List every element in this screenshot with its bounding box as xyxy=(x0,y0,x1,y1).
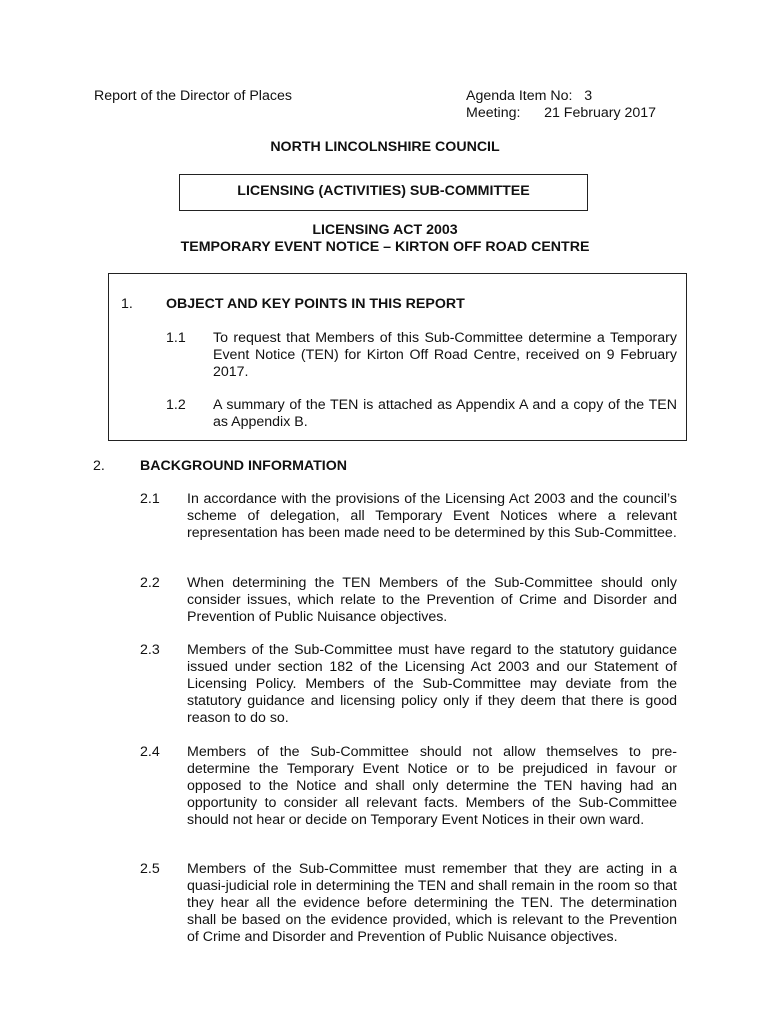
report-title-line1: LICENSING ACT 2003 xyxy=(312,222,458,238)
meeting-line: Meeting: 21 February 2017 xyxy=(466,105,657,121)
council-name: NORTH LINCOLNSHIRE COUNCIL xyxy=(270,139,500,155)
item-text: Members of the Sub-Committee should not allow themselves to pre-determine the Temporary Event Notice or to be prejudiced in favour or opposed to the Notice and shall only determine the TEN having had an opportunity to consider all relevant facts. Members of the Sub-Committee should not hear or decide on Temporary Event Notices in their own ward. xyxy=(187,744,677,828)
item-text: When determining the TEN Members of the Sub-Committee should only consider issues, which relate to the Prevention of Crime and Disorder and Prevention of Public Nuisance objectives. xyxy=(187,575,677,625)
agenda-item-line: Agenda Item No: 3 xyxy=(466,88,593,104)
committee-box xyxy=(179,174,588,211)
item-text: Members of the Sub-Committee must have regard to the statutory guidance issued under section 182 of the Licensing Act 2003 and our Statement of Licensing Policy. Members of the Sub-Committee may deviate from the statutory guidance and licensing policy only if they deem that there is good reason to do so. xyxy=(187,642,677,726)
item-number: 2.2 xyxy=(140,575,160,591)
report-of-line: Report of the Director of Places xyxy=(94,88,292,104)
item-number: 2.4 xyxy=(140,744,160,760)
item-number: 1.1 xyxy=(166,330,186,346)
item-text: In accordance with the provisions of the Licensing Act 2003 and the council’s scheme of delegation, all Temporary Event Notices where a relevant representation has been made need to be determined by this Sub-Committee. xyxy=(187,491,677,541)
item-text: Members of the Sub-Committee must remember that they are acting in a quasi-judicial role in determining the TEN and shall remain in the room so that they hear all the evidence before determining the TEN. The determination shall be based on the evidence provided, which is relevant to the Prevention of Crime and Disorder and Prevention of Public Nuisance objectives. xyxy=(187,861,677,945)
section1-heading: OBJECT AND KEY POINTS IN THIS REPORT xyxy=(166,296,465,312)
item-text: A summary of the TEN is attached as Appendix A and a copy of the TEN as Appendix B. xyxy=(213,397,677,430)
item-number: 2.3 xyxy=(140,642,160,658)
item-number: 2.1 xyxy=(140,491,160,507)
item-text: To request that Members of this Sub-Committee determine a Temporary Event Notice (TEN) for Kirton Off Road Centre, received on 9 February 2017. xyxy=(213,330,677,380)
item-number: 1.2 xyxy=(166,397,186,413)
section1-number: 1. xyxy=(121,296,133,312)
section2-heading: BACKGROUND INFORMATION xyxy=(140,458,348,474)
section2-number: 2. xyxy=(93,458,105,474)
committee-name: LICENSING (ACTIVITIES) SUB-COMMITTEE xyxy=(237,183,530,199)
report-title-line2: TEMPORARY EVENT NOTICE – KIRTON OFF ROAD CENTRE xyxy=(180,239,590,255)
item-number: 2.5 xyxy=(140,861,160,877)
